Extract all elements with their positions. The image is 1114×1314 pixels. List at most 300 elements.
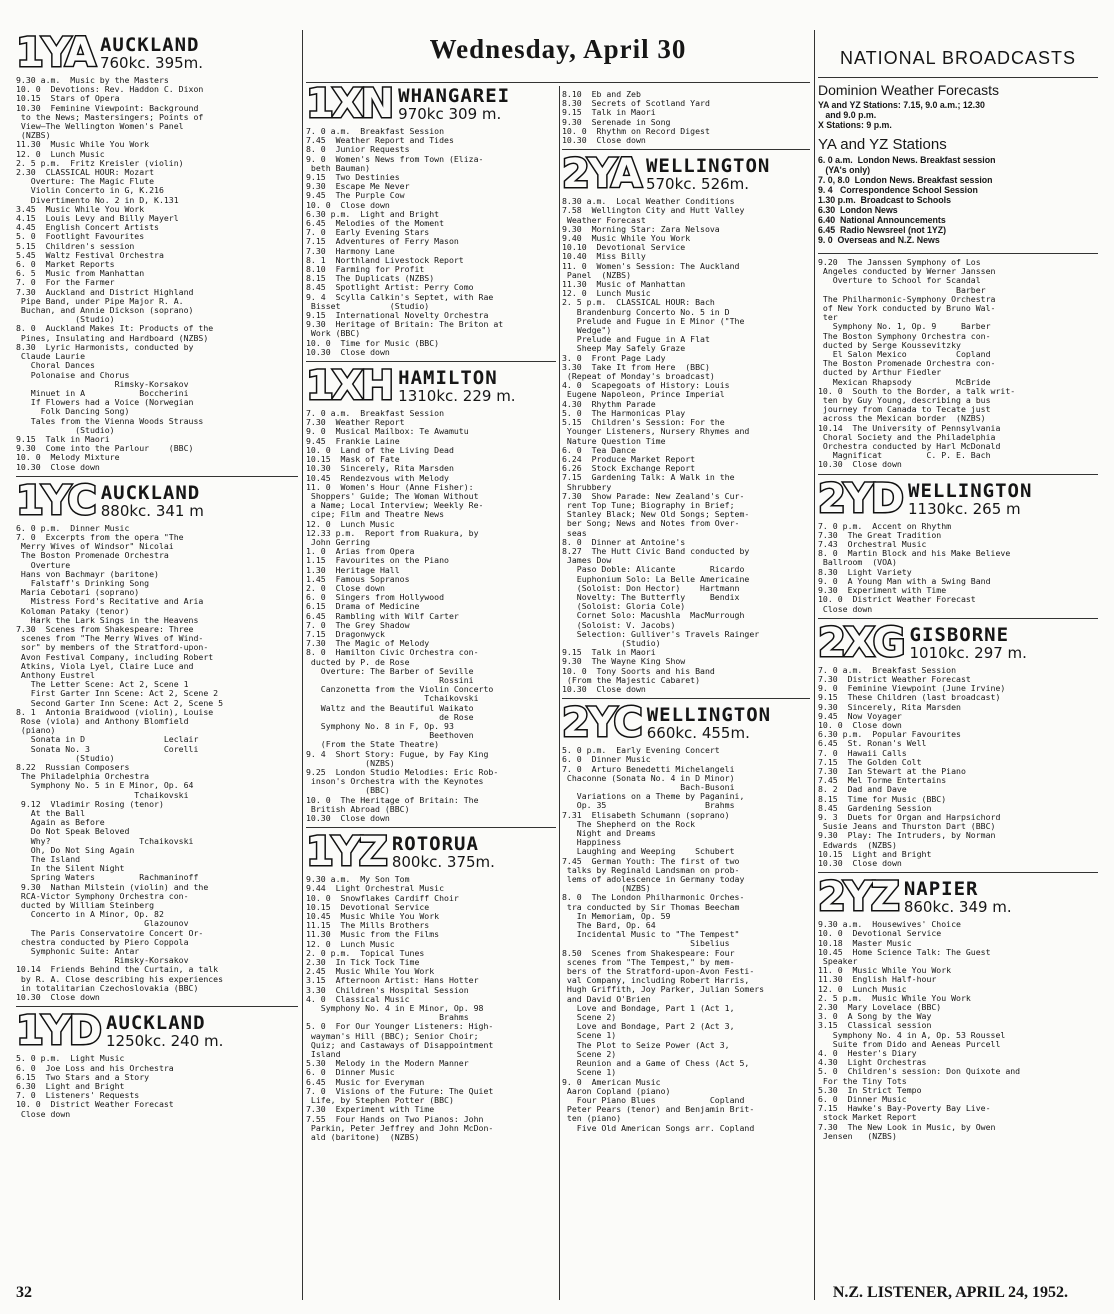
programme-line: 10. 0 Snowflakes Cardiff Choir: [306, 893, 459, 903]
programme-line: ducted by Serge Koussevitzky: [818, 340, 961, 350]
programme-line: 8.15 Time for Music (BBC): [818, 794, 947, 804]
programme-line: Tchaikovski: [16, 790, 189, 800]
programme-line: In the Silent Night: [16, 864, 125, 874]
programme-line: 8. 0 Auckland Makes It: Products of the: [16, 324, 214, 334]
programme-line: 7. 0 Hawaii Calls: [818, 748, 907, 758]
programme-line: 7. 0 Early Evening Stars: [306, 228, 430, 238]
programme-line: Hans von Bachmayr (baritone): [16, 569, 159, 579]
station-frequency: 860kc. 349 m.: [903, 898, 1012, 917]
programme-line: 10.30 Feminine Viewpoint: Background: [16, 103, 199, 113]
programme-line: in totalitarian Czechoslovakia (BBC): [16, 983, 199, 993]
programme-line: Selection: Gulliver's Travels Rainger: [562, 629, 760, 639]
programme-line: 9.15 International Novelty Orchestra: [306, 311, 489, 321]
programme-line: 7. 0 For the Farmer: [16, 278, 115, 288]
programme-line: Divertimento No. 2 in D, K.131: [16, 195, 179, 205]
programme-line: 8. 1 Antonia Braidwood (violin), Louise: [16, 707, 214, 717]
programme-line: 8.45 Gardening Session: [818, 803, 932, 813]
programme-line: 10. 0 Land of the Living Dead: [306, 445, 454, 455]
station-name: AUCKLAND: [99, 34, 200, 56]
station-frequency: 760kc. 395m.: [99, 54, 204, 72]
programme-line: 10.15 Devotional Service: [306, 902, 430, 912]
programme-line: 10.30 Close down: [818, 858, 902, 868]
programme-line: 10.30 Close down: [306, 814, 390, 824]
listing-national-music: [818, 258, 1098, 470]
programme-line: Glazounov: [16, 919, 189, 929]
programme-line: 12. 0 Lunch Music: [306, 939, 395, 949]
programme-line: 7. 0 a.m. Breakfast Session: [818, 665, 957, 675]
programme-line: 7.30 Show Parade: New Zealand's Cur-: [562, 491, 745, 501]
programme-line: Beethoven: [306, 731, 474, 741]
programme-line: 8.30 Light Variety: [818, 567, 912, 577]
programme-line: Second Garter Inn Scene: Act 2, Scene 5: [16, 698, 224, 708]
programme-line: (From the State Theatre): [306, 740, 440, 750]
programme-line: 8. 1 Northland Livestock Report: [306, 255, 464, 265]
programme-line: 4.15 Louis Levy and Billy Mayerl: [16, 214, 179, 224]
programme-line: The Letter Scene: Act 2, Scene 1: [16, 680, 189, 690]
programme-line: (Soloist: Don Hector) Hartmann: [562, 583, 740, 593]
programme-line: 8.30 Lyric Harmonists, conducted by: [16, 342, 194, 352]
programme-line: (Soloist: Gloria Cole): [562, 602, 686, 612]
programme-line: Choral Society and the Philadelphia: [818, 432, 996, 442]
programme-line: 9. 0 Women's News from Town (Eliza-: [306, 154, 484, 164]
programme-line: (NZBS): [306, 758, 395, 768]
programme-line: Eugene Napoleon, Prince Imperial: [562, 390, 725, 400]
programme-line: 2. 0 p.m. Topical Tunes: [306, 948, 425, 958]
programme-line: ten (piano): [562, 1114, 622, 1124]
weather-heading: Dominion Weather Forecasts: [818, 82, 1000, 98]
programme-line: 10.45 Music While You Work: [306, 912, 440, 922]
programme-line: 6. 0 Joe Loss and his Orchestra: [16, 1063, 174, 1073]
programme-line: In Memoriam, Op. 59: [562, 911, 671, 921]
programme-line: ducted by William Steinberg: [16, 901, 155, 911]
station-header-1yd: [16, 1008, 298, 1055]
programme-line: across the Mexican border (NZBS): [818, 414, 986, 424]
programme-line: 12. 0 Lunch Music: [562, 289, 651, 299]
programme-line: Folk Dancing Song): [16, 407, 130, 417]
programme-line: 2.30 CLASSICAL HOUR: Mozart: [16, 168, 155, 178]
station-frequency: 1130kc. 265 m: [908, 499, 1021, 518]
programme-line: 9.15 These Children (last broadcast): [818, 693, 1001, 703]
programme-line: 5. 0 The Harmonicas Play: [562, 408, 686, 418]
station-frequency: 880kc. 341 m: [100, 501, 204, 520]
programme-line: Choral Dances: [16, 361, 95, 371]
programme-line: 9.45 Frankie Laine: [306, 436, 400, 446]
programme-line: 9.30 Play: The Intruders, by Norman: [818, 831, 996, 841]
programme-line: 9.15 Talk in Maori: [562, 108, 656, 118]
listing-1ya: [16, 76, 298, 472]
programme-line: 5.30 In Strict Tempo: [818, 1085, 922, 1095]
programme-line: 4. 0 Classical Music: [306, 994, 410, 1004]
programme-line: Cornet Solo: Macushla MacMurrough: [562, 611, 745, 621]
programme-line: 8.50 Scenes from Shakespeare: Four: [562, 948, 735, 958]
programme-line: James Dow: [562, 556, 612, 566]
programme-line: scenes from "The Merry Wives of Wind-: [16, 634, 204, 644]
programme-line: Rimsky-Korsakov: [16, 379, 189, 389]
national-line: 6. 0 a.m. London News. Breakfast session: [818, 155, 996, 165]
programme-line: Avon Festival Company, including Robert: [16, 652, 214, 662]
programme-line: 4.30 Light Orchestras: [818, 1058, 927, 1068]
programme-line: 6.30 p.m. Popular Favourites: [818, 730, 961, 740]
programme-line: 11.30 Music of Manhattan: [562, 280, 686, 290]
programme-line: Reunion and a Game of Chess (Act 5,: [562, 1059, 750, 1069]
programme-line: Bach-Busoni: [562, 783, 735, 792]
programme-line: 10.15 Mask of Fate: [306, 455, 400, 465]
programme-line: 8. 0 Dinner at Antoine's: [562, 537, 686, 547]
station-name: WELLINGTON: [646, 704, 772, 727]
programme-line: 9.30 Morning Star: Zara Nelsova: [562, 224, 720, 234]
programme-line: 5. 0 p.m. Early Evening Concert: [562, 746, 720, 756]
programme-line: British Abroad (BBC): [306, 804, 410, 814]
programme-line: 10.14 The University of Pennsylvania: [818, 423, 1001, 433]
programme-line: Polonaise and Chorus: [16, 370, 130, 380]
programme-line: 7.15 Dragonwyck: [306, 629, 385, 639]
programme-line: 6. 0 Market Reports: [16, 260, 115, 270]
programme-line: 10. 0 Devotions: Rev. Haddon C. Dixon: [16, 85, 204, 95]
programme-line: ducted by P. de Rose: [306, 657, 410, 667]
programme-line: 7.30 Experiment with Time: [306, 1105, 435, 1115]
station-name: AUCKLAND: [100, 481, 201, 504]
programme-line: 7. 0 Listeners' Requests: [16, 1091, 140, 1101]
programme-line: 10.30 Close down: [818, 460, 902, 470]
programme-line: Happiness: [562, 838, 622, 848]
programme-line: Four Piano Blues Copland: [562, 1095, 745, 1105]
station-callsign: 2YC: [562, 700, 641, 747]
programme-line: 9.40 Music While You Work: [562, 234, 691, 244]
programme-line: 10.30 Close down: [306, 347, 390, 357]
programme-line: 6. 0 Singers from Hollywood: [306, 593, 445, 603]
programme-line: 7.30 The Magic of Melody: [306, 639, 430, 649]
programme-line: (From the Majestic Cabaret): [562, 675, 701, 685]
programme-line: ten by Guy Young, describing a bus: [818, 396, 991, 406]
programme-line: 8. 0 Hamilton Civic Orchestra con-: [306, 648, 479, 658]
programme-line: 8.45 Spotlight Artist: Perry Como: [306, 283, 474, 293]
listing-2yd: [818, 522, 1098, 614]
station-callsign: 1XN: [306, 81, 393, 127]
programme-line: 7. 0 Arturo Benedetti Michelangeli: [562, 764, 735, 774]
programme-line: 3.45 Music While You Work: [16, 204, 145, 214]
programme-line: (piano): [16, 726, 56, 736]
programme-line: 10.30 Sincerely, Rita Marsden: [306, 464, 454, 474]
programme-line: talks by Reginald Landsman on prob-: [562, 865, 740, 875]
station-name: WELLINGTON: [908, 479, 1033, 502]
station-name: NAPIER: [903, 878, 979, 901]
programme-line: Symphony No. 1, Op. 9 Barber: [818, 322, 991, 332]
programme-line: 12.33 p.m. Report from Ruakura, by: [306, 528, 479, 538]
programme-line: 8. 0 Martin Block and his Make Believe: [818, 549, 1011, 559]
station-name: AUCKLAND: [106, 1012, 206, 1035]
station-frequency: 570kc. 526m.: [645, 175, 750, 194]
programme-line: 9. 0 Musical Mailbox: Te Awamutu: [306, 427, 469, 437]
programme-line: The Boston Promenade Orchestra con-: [818, 359, 996, 369]
programme-line: Speaker: [818, 956, 858, 966]
programme-line: 1.30 Heritage Hall: [306, 565, 400, 575]
programme-line: 9.30 Sincerely, Rita Marsden: [818, 702, 961, 712]
programme-line: 10.30 Close down: [16, 462, 100, 472]
programme-line: lems of adolescence in Germany today: [562, 875, 745, 885]
listing-1xn: [306, 127, 556, 357]
programme-line: 6.45 Rambling with Wilf Carter: [306, 611, 459, 621]
programme-line: ald (baritone) (NZBS): [306, 1132, 420, 1142]
programme-line: Rossini: [306, 675, 474, 685]
programme-line: Orchestra conducted by Harl McDonald: [818, 442, 1001, 452]
programme-line: Hark the Lark Sings in the Heavens: [16, 615, 199, 625]
programme-line: 4. 0 Hester's Diary: [818, 1049, 917, 1059]
programme-line: 4.45 English Concert Artists: [16, 223, 159, 233]
programme-line: 10.45 Rendezvous with Melody: [306, 473, 449, 483]
programme-line: 6.30 Light and Bright: [16, 1081, 125, 1091]
programme-line: (BBC): [306, 786, 390, 796]
programme-line: 7.43 Orchestral Music: [818, 540, 927, 550]
programme-line: 12. 0 Lunch Music: [818, 984, 907, 994]
programme-line: Brandenburg Concerto No. 5 in D: [562, 307, 730, 317]
programme-line: 5.30 Melody in the Modern Manner: [306, 1059, 469, 1069]
programme-line: 10. 0 Tony Soorts and his Band: [562, 666, 715, 676]
programme-line: 3. 0 A Song by the Way: [818, 1012, 932, 1022]
programme-line: 6. 0 p.m. Dinner Music: [16, 523, 130, 533]
programme-line: cipe; Film and Theatre News: [306, 510, 445, 520]
programme-line: 8.10 Farming for Profit: [306, 265, 425, 275]
programme-line: Aaron Copland (piano): [562, 1086, 671, 1096]
national-line: 1.30 p.m. Broadcast to Schools: [818, 195, 951, 205]
programme-line: Magnificat C. P. E. Bach: [818, 451, 991, 461]
programme-line: val Company, including Robert Harris,: [562, 976, 750, 986]
programme-line: Scene 1): [562, 1068, 617, 1078]
programme-line: 5. 0 Footlight Favourites: [16, 232, 145, 242]
programme-line: 9.15 Talk in Maori: [562, 648, 656, 658]
station-callsign: 1YZ: [306, 829, 386, 876]
programme-line: 7.30 Ian Stewart at the Piano: [818, 766, 966, 776]
programme-line: 7.30 District Weather Forecast: [818, 674, 971, 684]
programme-line: Peter Pears (tenor) and Benjamin Brit-: [562, 1105, 755, 1115]
programme-line: Overture: The Magic Flute: [16, 177, 155, 187]
programme-line: 2. 0 Close down: [306, 583, 385, 593]
programme-line: 2.30 Mary Lovelace (BBC): [818, 1003, 942, 1012]
programme-line: 3.15 Afternoon Artist: Hans Hotter: [306, 976, 479, 986]
programme-line: The Paris Conservatoire Concert Or-: [16, 928, 204, 938]
programme-line: Incidental Music to "The Tempest": [562, 930, 740, 940]
programme-line: Bisset (Studio): [306, 301, 430, 311]
station-name: ROTORUA: [391, 833, 479, 856]
programme-line: 9.30 a.m. Housewives' Choice: [818, 920, 961, 930]
programme-line: Brahms: [306, 1013, 469, 1023]
programme-line: 6. 5 Music from Manhattan: [16, 269, 145, 279]
programme-line: First Garter Inn Scene: Act 2, Scene 2: [16, 689, 219, 699]
publication-footer: N.Z. LISTENER, APRIL 24, 1952.: [832, 1284, 1068, 1301]
programme-line: Minuet in A Boccherini: [16, 388, 189, 398]
listing-2xg: [818, 666, 1098, 868]
column-1: [16, 30, 298, 1119]
listing-2yc: [562, 746, 810, 1133]
programme-line: 7.30 The New Look in Music, by Owen: [818, 1122, 996, 1132]
listing-2yz: [818, 920, 1098, 1141]
programme-line: 7.15 Gardening Talk: A Walk in the: [562, 473, 735, 483]
programme-line: 8.27 The Hutt Civic Band conducted by: [562, 546, 750, 556]
programme-line: Work (BBC): [306, 329, 361, 339]
station-callsign: 1XH: [306, 363, 393, 410]
station-callsign: 2YA: [562, 151, 640, 198]
programme-line: 7.30 Scenes from Shakespeare: Three: [16, 624, 194, 634]
station-callsign: 2YD: [818, 475, 902, 522]
programme-line: 10. 0 Close down: [818, 720, 902, 730]
programme-line: Prelude and Fugue in E Minor ("The: [562, 316, 745, 326]
programme-line: de Rose: [306, 712, 474, 722]
programme-line: 10. 0 The Heritage of Britain: The: [306, 795, 479, 805]
programme-line: 8. 0 The London Philharmonic Orches-: [562, 893, 745, 903]
programme-line: scenes from "The Tempest," by mem-: [562, 957, 735, 967]
programme-line: 9.30 Heritage of Britain: The Briton at: [306, 320, 504, 330]
programme-line: Life, by Stephen Potter (BBC): [306, 1096, 454, 1106]
programme-line: 8.22 Russian Composers: [16, 763, 130, 773]
programme-line: Jensen (NZBS): [818, 1131, 897, 1141]
programme-line: 2. 5 p.m. Music While You Work: [818, 993, 971, 1003]
programme-line: ber Song; News and Notes from Over-: [562, 519, 740, 529]
programme-line: Euphonium Solo: La Belle Americaine: [562, 574, 750, 584]
programme-line: Sheep May Safely Graze: [562, 344, 686, 354]
station-name: WHANGAREI: [398, 85, 511, 107]
programme-line: Suite from Dido and Aeneas Purcell: [818, 1039, 1001, 1049]
listing-1xh: [306, 409, 556, 823]
programme-line: Pipe Band, under Pipe Major R. A.: [16, 296, 184, 306]
programme-line: (NZBS): [16, 131, 51, 141]
programme-line: Sonata No. 3 Corelli: [16, 744, 199, 754]
column-2: [306, 30, 556, 1142]
national-line: and 9.0 p.m.: [818, 110, 877, 120]
programme-line: 5. 0 Children's session: Don Quixote and: [818, 1067, 1021, 1077]
programme-line: 2. 5 p.m. Fritz Kreisler (violin): [16, 158, 184, 168]
programme-line: Edwards (NZBS): [818, 840, 897, 850]
station-header-2yd: [818, 475, 1098, 522]
programme-line: 7. 0 p.m. Accent on Rhythm: [818, 521, 952, 531]
programme-line: 2.45 Music While You Work: [306, 967, 435, 977]
programme-line: Symphony No. 4 in E Minor, Op. 98: [306, 1004, 484, 1014]
programme-line: Scene 2): [562, 1013, 617, 1023]
programme-line: 6.45 Melodies of the Moment: [306, 219, 445, 229]
programme-line: Island: [306, 1050, 341, 1060]
programme-line: (Studio): [16, 315, 115, 325]
programme-line: Waltz and the Beautiful Waikato: [306, 703, 474, 713]
programme-line: 7. 0 a.m. Breakfast Session: [306, 409, 445, 419]
programme-line: 11. 0 Women's Session: The Auckland: [562, 261, 740, 271]
programme-line: Rimsky-Korsakov: [16, 956, 189, 966]
programme-line: 6. 0 Dinner Music: [562, 755, 651, 765]
programme-line: 9.20 The Janssen Symphony of Los: [818, 258, 981, 267]
programme-line: 11.30 Music from the Films: [306, 930, 440, 940]
programme-line: Overture: [16, 560, 71, 570]
programme-line: 10.40 Miss Billy: [562, 252, 646, 262]
programme-line: Op. 35 Brahms: [562, 801, 735, 811]
programme-line: 7. 0 a.m. Breakfast Session: [306, 127, 445, 136]
programme-line: 10.30 Close down: [562, 684, 646, 694]
programme-line: 8. 0 Junior Requests: [306, 145, 410, 155]
programme-line: Maria Cebotari (soprano): [16, 588, 140, 598]
programme-line: 6.30 p.m. Light and Bright: [306, 209, 440, 219]
programme-line: 7. 0 The Grey Shadow: [306, 620, 410, 630]
programme-line: Tales from the Vienna Woods Strauss: [16, 416, 204, 426]
programme-line: inson's Orchestra with the Keynotes: [306, 777, 484, 787]
programme-line: 9.30 The Wayne King Show: [562, 657, 686, 667]
programme-line: Love and Bondage, Part 1 (Act 1,: [562, 1003, 735, 1013]
programme-line: Stanley Black; New Old Songs; Septem-: [562, 510, 750, 520]
programme-line: Do Not Speak Beloved: [16, 827, 130, 837]
programme-line: Susie Jeans and Thurston Dart (BBC): [818, 822, 996, 832]
national-line: 7. 0, 8.0 London News. Breakfast session: [818, 175, 993, 185]
programme-line: 10. 0 Time for Music (BBC): [306, 338, 440, 348]
station-name: GISBORNE: [909, 623, 1010, 646]
programme-line: The Boston Symphony Orchestra con-: [818, 331, 991, 341]
programme-line: (Repeat of Monday's broadcast): [562, 372, 715, 382]
programme-line: Symphony No. 8 in F, Op. 93: [306, 721, 454, 731]
national-line: 6.45 Radio Newsreel (not 1YZ): [818, 225, 947, 235]
programme-line: The Philadelphia Orchestra: [16, 772, 150, 782]
ya-stations-heading: YA and YZ Stations: [818, 136, 947, 153]
programme-line: tra conducted by Sir Thomas Beecham: [562, 902, 740, 912]
programme-line: Mexican Rhapsody McBride: [818, 377, 991, 387]
station-name: WELLINGTON: [645, 155, 771, 178]
programme-line: 8.15 The Duplicats (NZBS): [306, 274, 435, 284]
programme-line: Overture: The Barber of Seville: [306, 666, 474, 676]
programme-line: Laughing and Weeping Schubert: [562, 847, 735, 857]
programme-line: Wedge"): [562, 326, 612, 336]
programme-line: 10. 0 Devotional Service: [818, 929, 942, 939]
programme-line: 6.15 Two Stars and a Story: [16, 1072, 150, 1082]
programme-line: 7.31 Elisabeth Schumann (soprano): [562, 810, 730, 820]
programme-line: Tchaikovski: [306, 694, 479, 704]
programme-line: Symphony No. 4 in A, Op. 53 Roussel: [818, 1030, 1006, 1040]
programme-line: 11.15 The Mills Brothers: [306, 921, 430, 931]
programme-line: 7.15 Adventures of Ferry Mason: [306, 237, 459, 247]
national-line: X Stations: 9 p.m.: [818, 120, 892, 130]
station-name: HAMILTON: [398, 367, 498, 390]
programme-line: 9. 3 Duets for Organ and Harpsichord: [818, 812, 1001, 822]
programme-line: journey from Canada to Tecate just: [818, 405, 991, 415]
programme-line: 10.30 Close down: [562, 136, 646, 146]
programme-line: 3.30 Take It from Here (BBC): [562, 362, 710, 372]
programme-line: 11.30 English Half-hour: [818, 975, 937, 985]
programme-line: 6.45 St. Ronan's Well: [818, 739, 927, 749]
programme-line: 6. 0 Tea Dance: [562, 445, 636, 455]
programme-line: 10. 0 District Weather Forecast: [16, 1100, 174, 1110]
programme-line: Merry Wives of Windsor" Nicolai: [16, 542, 174, 552]
programme-line: 6.24 Produce Market Report: [562, 454, 696, 464]
programme-line: 11. 0 Women's Hour (Anne Fisher):: [306, 482, 474, 492]
programme-line: Close down: [16, 1109, 71, 1119]
programme-line: 6. 0 Dinner Music: [306, 1068, 395, 1078]
programme-line: (Studio): [562, 638, 661, 648]
programme-line: Parkin, Peter Jeffrey and John McDon-: [306, 1123, 494, 1133]
programme-line: 10. 0 Melody Mixture: [16, 453, 120, 463]
programme-line: Shoppers' Guide; The Woman Without: [306, 491, 479, 501]
national-line: (YA's only): [818, 165, 871, 175]
programme-line: 9. 4 Scylla Calkin's Septet, with Rae: [306, 292, 494, 302]
programme-line: 9.30 a.m. My Son Tom: [306, 875, 410, 885]
programme-line: Overture to School for Scandal: [818, 276, 981, 286]
programme-line: View—The Wellington Women's Panel: [16, 122, 184, 132]
ya-lines: [818, 155, 1098, 245]
programme-line: 1.45 Famous Sopranos: [306, 574, 410, 584]
programme-line: Falstaff's Drinking Song: [16, 578, 150, 588]
programme-line: Buchan, and Annie Dickson (soprano): [16, 306, 194, 316]
programme-line: 4.30 Rhythm Parade: [562, 399, 656, 409]
programme-line: 7.30 Weather Report: [306, 418, 405, 428]
programme-line: 7.45 German Youth: The first of two: [562, 856, 740, 866]
programme-line: If Flowers had a Voice (Norwegian: [16, 398, 194, 408]
programme-line: 7. 0 Excerpts from the opera "The: [16, 532, 184, 542]
station-header-1yc: [16, 477, 298, 524]
station-callsign: 1YC: [16, 477, 95, 524]
programme-line: The Boston Promenade Orchestra: [16, 551, 169, 561]
programme-line: 9. 0 American Music: [562, 1077, 661, 1087]
station-header-1yz: [306, 829, 556, 876]
